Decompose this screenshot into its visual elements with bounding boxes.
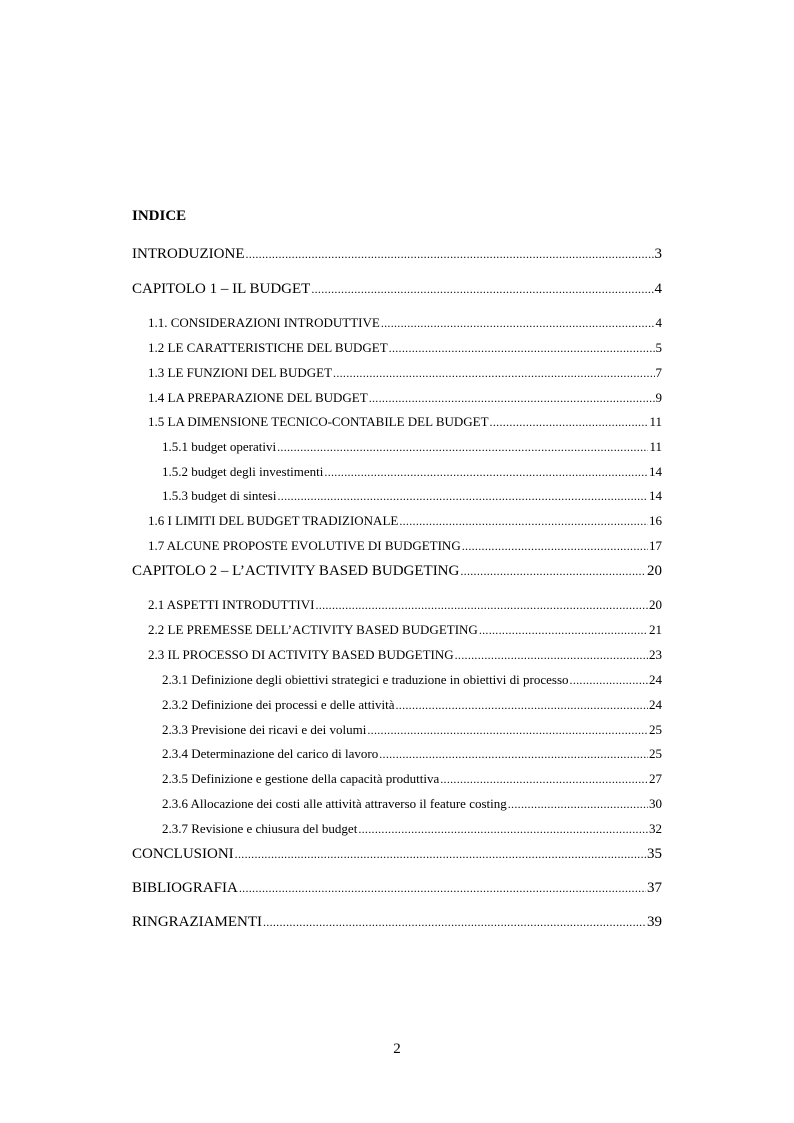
table-of-contents [132,0,662,1123]
toc-entry-page: 9 [655,390,662,405]
toc-entry [162,463,662,481]
toc-dot-leader [399,512,648,530]
toc-dot-leader [245,245,653,263]
toc-entry [132,913,662,931]
toc-entry-title: 1.3 LE FUNZIONI DEL BUDGET [148,365,333,380]
toc-dot-leader [381,314,655,332]
toc-entry-page: 4 [654,281,662,297]
toc-dot-leader [235,845,646,863]
toc-entry-page: 35 [647,846,662,862]
toc-entry-title: CONCLUSIONI [132,846,234,862]
toc-entry-page: 16 [649,513,662,528]
toc-entry [148,537,662,555]
toc-entry-title: 1.5.3 budget di sintesi [162,488,277,503]
toc-entry-page: 24 [649,697,662,712]
toc-entry-page: 30 [649,796,662,811]
toc-entry-page: 14 [649,488,662,503]
toc-entry [162,795,662,813]
toc-dot-leader [263,913,646,931]
toc-dot-leader [379,745,648,763]
toc-entry-title: INTRODUZIONE [132,246,245,262]
toc-dot-leader [315,596,648,614]
toc-entry [148,314,662,332]
toc-entry-title: 1.7 ALCUNE PROPOSTE EVOLUTIVE DI BUDGETING [148,538,461,553]
toc-entry-page: 25 [649,722,662,737]
toc-dot-leader [333,364,654,382]
toc-dot-leader [277,438,648,456]
toc-title: INDICE [132,208,187,224]
toc-dot-leader [395,696,648,714]
toc-entry-title: 1.1. CONSIDERAZIONI INTRODUTTIVE [148,315,380,330]
toc-dot-leader [367,721,648,739]
toc-entry [162,770,662,788]
toc-entry [148,413,662,431]
toc-dot-leader [358,820,648,838]
toc-entry [162,696,662,714]
toc-entry-title: 1.5 LA DIMENSIONE TECNICO-CONTABILE DEL BUDGET [148,414,489,429]
toc-entry-title: 2.2 LE PREMESSE DELL’ACTIVITY BASED BUDGETING [148,622,478,637]
toc-entry-page: 24 [649,672,662,687]
toc-entry-page: 14 [649,464,662,479]
toc-entry-title: RINGRAZIAMENTI [132,914,262,930]
toc-entry [162,745,662,763]
toc-entry-title: 2.3.3 Previsione dei ricavi e dei volumi [162,722,367,737]
toc-dot-leader [570,671,648,689]
toc-entry-title: 2.3.5 Definizione e gestione della capacità produttiva [162,771,440,786]
toc-entry-page: 11 [649,439,662,454]
toc-entry [132,845,662,863]
toc-entry-page: 21 [649,622,662,637]
toc-entry-title: 1.4 LA PREPARAZIONE DEL BUDGET [148,390,368,405]
toc-entry-page: 32 [649,821,662,836]
toc-entry-page: 37 [647,880,662,896]
toc-entry [148,646,662,664]
toc-entry-page: 27 [649,771,662,786]
toc-dot-leader [389,339,655,357]
toc-entry-title: 2.3.7 Revisione e chiusura del budget [162,821,358,836]
toc-dot-leader [324,463,648,481]
toc-entry-title: 2.3.2 Definizione dei processi e delle attività [162,697,395,712]
toc-entry [162,487,662,505]
toc-entry [162,721,662,739]
toc-entry-page: 4 [655,315,662,330]
toc-dot-leader [277,487,648,505]
toc-entry [162,820,662,838]
toc-entry-page: 20 [647,563,662,579]
toc-dot-leader [440,770,648,788]
toc-entry-title: 2.3.1 Definizione degli obiettivi strategici e traduzione in obiettivi di processo [162,672,569,687]
toc-entry [148,596,662,614]
toc-dot-leader [455,646,648,664]
toc-entry [132,280,662,298]
toc-entry [132,562,662,580]
toc-entry-page: 23 [649,647,662,662]
toc-dot-leader [479,621,648,639]
toc-entry-page: 11 [649,414,662,429]
toc-entry [148,364,662,382]
toc-entry [148,512,662,530]
toc-entry [132,879,662,897]
toc-entry [132,245,662,263]
toc-dot-leader [490,413,649,431]
toc-entry [148,339,662,357]
toc-entry-page: 39 [647,914,662,930]
toc-entry [162,671,662,689]
page-number: 2 [393,1041,401,1057]
toc-entry-title: BIBLIOGRAFIA [132,880,238,896]
toc-entry [148,621,662,639]
toc-entry [148,389,662,407]
toc-entry-title: 1.6 I LIMITI DEL BUDGET TRADIZIONALE [148,513,399,528]
toc-entry-title: 1.5.1 budget operativi [162,439,277,454]
toc-dot-leader [460,562,646,580]
toc-entry-title: CAPITOLO 1 – IL BUDGET [132,281,311,297]
toc-entry-page: 7 [655,365,662,380]
toc-entry-title: 1.2 LE CARATTERISTICHE DEL BUDGET [148,340,388,355]
toc-dot-leader [508,795,648,813]
toc-entry-title: 2.3 IL PROCESSO DI ACTIVITY BASED BUDGETING [148,647,454,662]
toc-dot-leader [462,537,648,555]
toc-entry-page: 25 [649,746,662,761]
toc-dot-leader [369,389,655,407]
toc-entry-page: 20 [649,597,662,612]
toc-dot-leader [239,879,646,897]
toc-entry-title: 1.5.2 budget degli investimenti [162,464,324,479]
toc-entry-title: 2.3.4 Determinazione del carico di lavoro [162,746,379,761]
toc-entry-title: 2.3.6 Allocazione dei costi alle attività attraverso il feature costing [162,796,507,811]
toc-entry-title: CAPITOLO 2 – L’ACTIVITY BASED BUDGETING [132,563,460,579]
toc-entry-page: 17 [649,538,662,553]
toc-entry [162,438,662,456]
toc-dot-leader [311,280,653,298]
toc-entry-title: 2.1 ASPETTI INTRODUTTIVI [148,597,315,612]
toc-entry-page: 3 [654,246,662,262]
toc-entry-page: 5 [655,340,662,355]
